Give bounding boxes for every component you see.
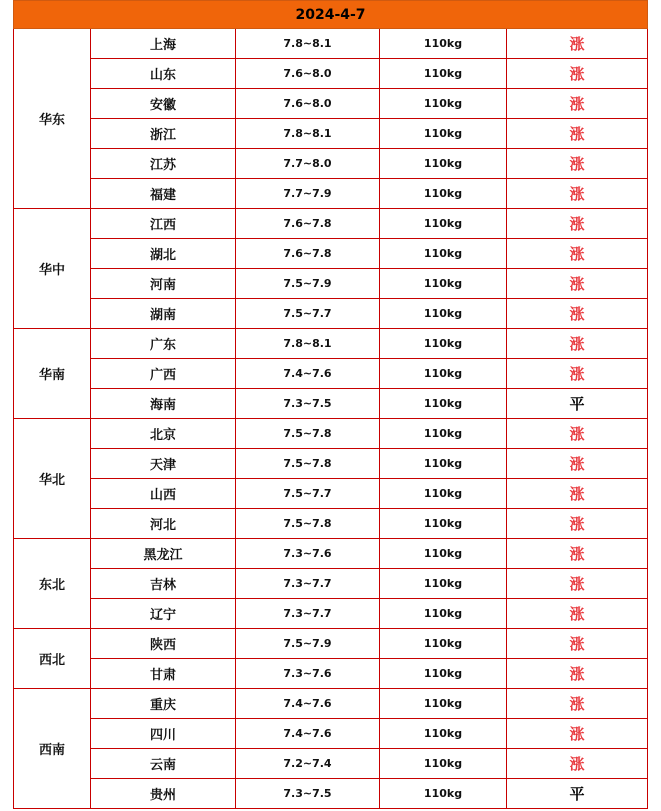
province-cell: 湖北 <box>91 239 236 269</box>
weight-cell: 110kg <box>380 719 507 749</box>
weight-cell: 110kg <box>380 539 507 569</box>
weight-cell: 110kg <box>380 239 507 269</box>
trend-cell: 平 <box>507 389 648 419</box>
price-cell: 7.5~7.8 <box>236 419 380 449</box>
province-cell: 辽宁 <box>91 599 236 629</box>
region-cell: 华中 <box>14 209 91 329</box>
region-cell: 华南 <box>14 329 91 419</box>
trend-cell: 涨 <box>507 509 648 539</box>
price-cell: 7.3~7.6 <box>236 539 380 569</box>
trend-cell: 涨 <box>507 689 648 719</box>
trend-cell: 涨 <box>507 269 648 299</box>
price-cell: 7.6~8.0 <box>236 89 380 119</box>
table-row <box>14 329 648 359</box>
province-cell: 河北 <box>91 509 236 539</box>
province-cell: 江西 <box>91 209 236 239</box>
price-cell: 7.7~7.9 <box>236 179 380 209</box>
trend-cell: 涨 <box>507 89 648 119</box>
price-cell: 7.5~7.7 <box>236 479 380 509</box>
weight-cell: 110kg <box>380 179 507 209</box>
weight-cell: 110kg <box>380 89 507 119</box>
weight-cell: 110kg <box>380 779 507 809</box>
table-row <box>14 509 648 539</box>
trend-cell: 涨 <box>507 629 648 659</box>
province-cell: 吉林 <box>91 569 236 599</box>
province-cell: 贵州 <box>91 779 236 809</box>
trend-cell: 平 <box>507 779 648 809</box>
trend-cell: 涨 <box>507 539 648 569</box>
province-cell: 重庆 <box>91 689 236 719</box>
table-row <box>14 629 648 659</box>
table-row <box>14 89 648 119</box>
trend-cell: 涨 <box>507 329 648 359</box>
weight-cell: 110kg <box>380 299 507 329</box>
table-row <box>14 149 648 179</box>
trend-cell: 涨 <box>507 719 648 749</box>
header-row <box>14 1 648 29</box>
table-row <box>14 689 648 719</box>
price-cell: 7.5~7.8 <box>236 509 380 539</box>
province-cell: 河南 <box>91 269 236 299</box>
table-row <box>14 419 648 449</box>
weight-cell: 110kg <box>380 479 507 509</box>
table-title: 2024-4-7 <box>14 1 648 29</box>
province-cell: 浙江 <box>91 119 236 149</box>
table-row <box>14 779 648 809</box>
price-cell: 7.8~8.1 <box>236 29 380 59</box>
trend-cell: 涨 <box>507 299 648 329</box>
province-cell: 安徽 <box>91 89 236 119</box>
price-cell: 7.7~8.0 <box>236 149 380 179</box>
table-row <box>14 359 648 389</box>
table-row <box>14 659 648 689</box>
table-row <box>14 269 648 299</box>
price-table-container <box>13 0 647 809</box>
price-cell: 7.4~7.6 <box>236 359 380 389</box>
trend-cell: 涨 <box>507 569 648 599</box>
table-row <box>14 239 648 269</box>
region-cell: 华北 <box>14 419 91 539</box>
table-row <box>14 449 648 479</box>
trend-cell: 涨 <box>507 449 648 479</box>
trend-cell: 涨 <box>507 659 648 689</box>
region-cell: 西北 <box>14 629 91 689</box>
province-cell: 海南 <box>91 389 236 419</box>
price-cell: 7.3~7.5 <box>236 389 380 419</box>
weight-cell: 110kg <box>380 449 507 479</box>
table-row <box>14 389 648 419</box>
trend-cell: 涨 <box>507 209 648 239</box>
trend-cell: 涨 <box>507 359 648 389</box>
trend-cell: 涨 <box>507 59 648 89</box>
weight-cell: 110kg <box>380 329 507 359</box>
region-cell: 华东 <box>14 29 91 209</box>
province-cell: 黑龙江 <box>91 539 236 569</box>
weight-cell: 110kg <box>380 419 507 449</box>
table-row <box>14 719 648 749</box>
province-cell: 陕西 <box>91 629 236 659</box>
trend-cell: 涨 <box>507 749 648 779</box>
weight-cell: 110kg <box>380 629 507 659</box>
price-cell: 7.8~8.1 <box>236 329 380 359</box>
weight-cell: 110kg <box>380 29 507 59</box>
province-cell: 甘肃 <box>91 659 236 689</box>
price-cell: 7.3~7.6 <box>236 659 380 689</box>
weight-cell: 110kg <box>380 209 507 239</box>
price-cell: 7.5~7.7 <box>236 299 380 329</box>
weight-cell: 110kg <box>380 569 507 599</box>
table-row <box>14 479 648 509</box>
weight-cell: 110kg <box>380 149 507 179</box>
table-row <box>14 599 648 629</box>
region-cell: 西南 <box>14 689 91 809</box>
weight-cell: 110kg <box>380 659 507 689</box>
price-cell: 7.5~7.9 <box>236 629 380 659</box>
price-table-body <box>14 1 648 809</box>
price-cell: 7.3~7.7 <box>236 599 380 629</box>
province-cell: 福建 <box>91 179 236 209</box>
weight-cell: 110kg <box>380 509 507 539</box>
table-row <box>14 119 648 149</box>
province-cell: 山西 <box>91 479 236 509</box>
price-cell: 7.2~7.4 <box>236 749 380 779</box>
table-row <box>14 179 648 209</box>
price-cell: 7.6~8.0 <box>236 59 380 89</box>
province-cell: 天津 <box>91 449 236 479</box>
trend-cell: 涨 <box>507 239 648 269</box>
table-row <box>14 29 648 59</box>
price-cell: 7.6~7.8 <box>236 209 380 239</box>
price-cell: 7.3~7.5 <box>236 779 380 809</box>
weight-cell: 110kg <box>380 269 507 299</box>
table-row <box>14 539 648 569</box>
price-cell: 7.8~8.1 <box>236 119 380 149</box>
weight-cell: 110kg <box>380 59 507 89</box>
province-cell: 云南 <box>91 749 236 779</box>
trend-cell: 涨 <box>507 149 648 179</box>
weight-cell: 110kg <box>380 359 507 389</box>
trend-cell: 涨 <box>507 419 648 449</box>
trend-cell: 涨 <box>507 29 648 59</box>
table-row <box>14 299 648 329</box>
price-cell: 7.6~7.8 <box>236 239 380 269</box>
weight-cell: 110kg <box>380 689 507 719</box>
province-cell: 上海 <box>91 29 236 59</box>
trend-cell: 涨 <box>507 119 648 149</box>
weight-cell: 110kg <box>380 389 507 419</box>
table-row <box>14 569 648 599</box>
price-cell: 7.4~7.6 <box>236 689 380 719</box>
province-cell: 北京 <box>91 419 236 449</box>
trend-cell: 涨 <box>507 179 648 209</box>
weight-cell: 110kg <box>380 119 507 149</box>
price-cell: 7.3~7.7 <box>236 569 380 599</box>
weight-cell: 110kg <box>380 749 507 779</box>
province-cell: 山东 <box>91 59 236 89</box>
province-cell: 江苏 <box>91 149 236 179</box>
province-cell: 四川 <box>91 719 236 749</box>
price-cell: 7.5~7.8 <box>236 449 380 479</box>
price-cell: 7.5~7.9 <box>236 269 380 299</box>
region-cell: 东北 <box>14 539 91 629</box>
table-row <box>14 59 648 89</box>
price-cell: 7.4~7.6 <box>236 719 380 749</box>
price-table <box>13 0 648 809</box>
province-cell: 广东 <box>91 329 236 359</box>
province-cell: 湖南 <box>91 299 236 329</box>
table-row <box>14 209 648 239</box>
trend-cell: 涨 <box>507 479 648 509</box>
province-cell: 广西 <box>91 359 236 389</box>
weight-cell: 110kg <box>380 599 507 629</box>
table-row <box>14 749 648 779</box>
trend-cell: 涨 <box>507 599 648 629</box>
